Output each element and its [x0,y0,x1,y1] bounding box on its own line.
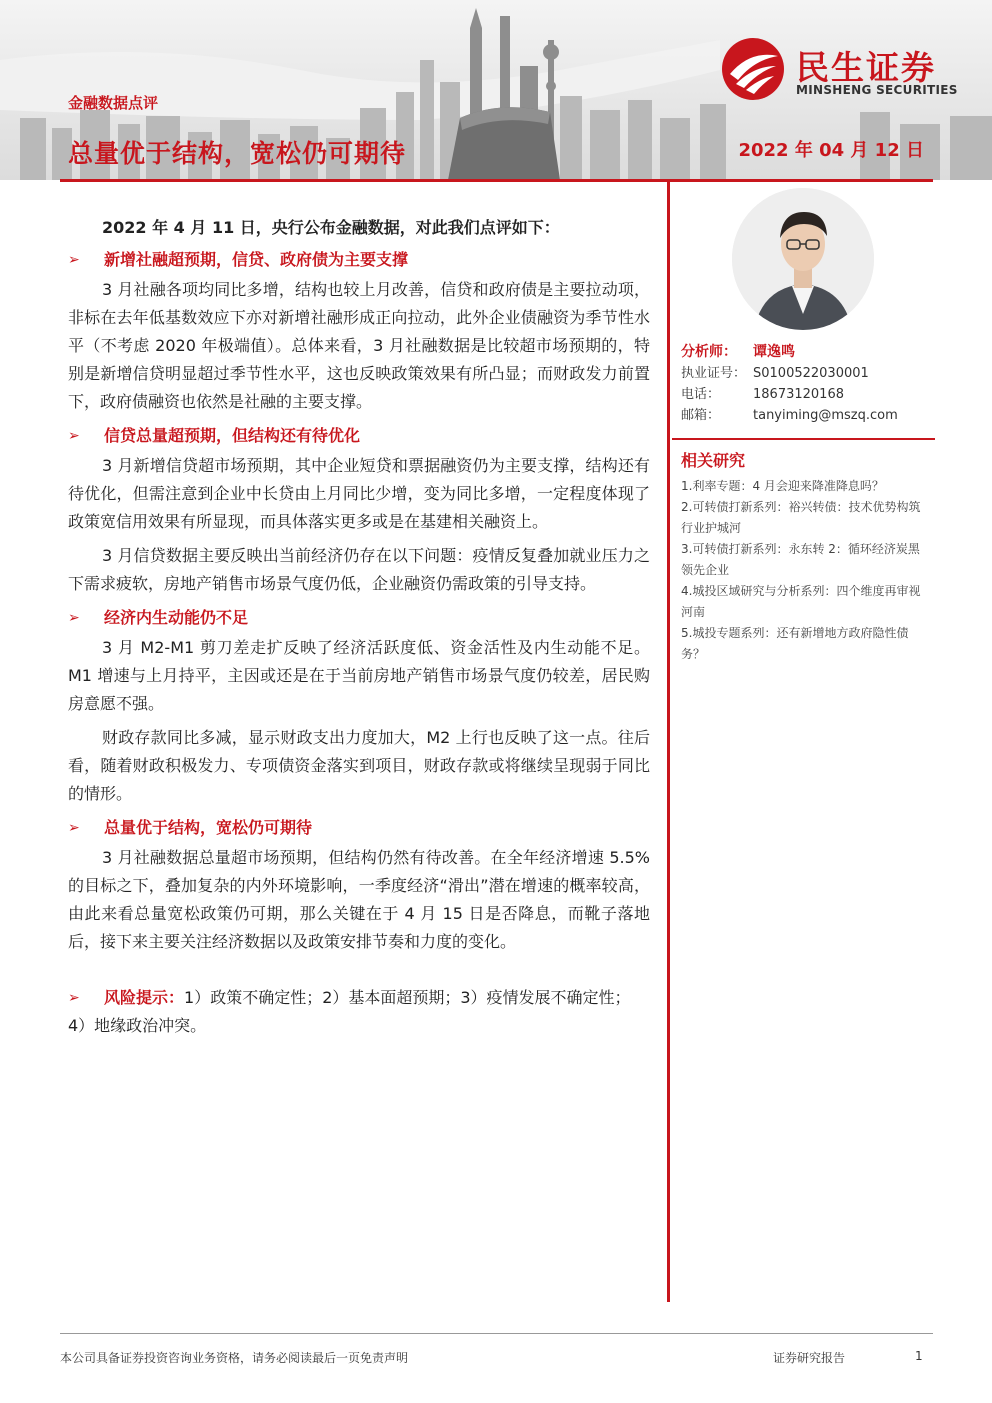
body-paragraph: 财政存款同比多减，显示财政支出力度加大，M2 上行也反映了这一点。往后看，随着财政积极发力、专项债资金落实到项目，财政存款或将继续呈现弱于同比的情形。 [68,728,650,803]
page-title: 总量优于结构，宽松仍可期待 [68,139,407,168]
body-paragraph: 3 月社融各项均同比多增，结构也较上月改善，信贷和政府债是主要拉动项，非标在去年低基数效应下亦对新增社融形成正向拉动，此外企业债融资为季节性水平（不考虑 2020 年极端值）。总体来看，3 月社融数据是比较超市场预期的，特别是新增信贷明显超过季节性水平，这也反映政策效果有所凸显；而财政发力前置下，政府债融资也依然是社融的主要支撑。 [68,280,650,411]
section-heading-text: 总量优于结构，宽松仍可期待 [104,818,313,837]
analyst-photo [732,188,874,330]
email-label: 邮箱： [681,408,721,423]
related-research-item[interactable]: 3.可转债打新系列：永东转 2：循环经济炭黑领先企业 [681,542,920,577]
main-content [68,214,650,1040]
risk-warning [68,984,650,1040]
license-value: S0100522030001 [753,366,869,381]
risk-text-continued: 4）地缘政治冲突。 [68,1016,207,1035]
chevron-right-icon: ➢ [68,990,80,1006]
intro-paragraph: 2022 年 4 月 11 日，央行公布金融数据，对此我们点评如下： [102,218,560,237]
body-paragraph: 3 月 M2-M1 剪刀差走扩反映了经济活跃度低、资金活性及内生动能不足。M1 增速与上月持平，主因或还是在于当前房地产销售市场景气度仍较差，居民购房意愿不强。 [68,638,650,713]
logo-english-name: MINSHENG SECURITIES [796,83,958,97]
analyst-name: 谭逸鸣 [753,344,795,360]
footer-report-type: 证券研究报告 [773,1351,846,1365]
header-banner [0,0,992,180]
analyst-portrait-image [732,188,874,330]
risk-label: 风险提示： [104,988,185,1007]
logo-chinese-name: 民生证券 [796,48,936,87]
analyst-info [681,342,931,426]
minsheng-logo-icon [720,36,786,102]
section-heading-2 [68,422,650,450]
phone-value: 18673120168 [753,387,844,402]
email-row [681,405,931,426]
related-research-item[interactable]: 5.城投专题系列：还有新增地方政府隐性债务？ [681,626,909,661]
section-heading-text: 信贷总量超预期，但结构还有待优化 [104,426,361,445]
company-logo [720,36,960,102]
section-heading-4 [68,814,650,842]
related-research-item[interactable]: 2.可转债打新系列：裕兴转债：技术优势构筑行业护城河 [681,500,921,535]
section-heading-1 [68,246,650,274]
section-heading-3 [68,604,650,632]
phone-label: 电话： [681,387,721,402]
column-divider [667,182,670,1302]
chevron-right-icon: ➢ [68,252,80,268]
related-research-list [681,476,931,665]
risk-text: 1）政策不确定性；2）基本面超预期；3）疫情发展不确定性； [184,988,631,1007]
footer-divider [60,1333,933,1334]
analyst-label: 分析师： [681,344,737,360]
license-row [681,363,931,384]
license-label: 执业证号： [681,366,747,381]
chevron-right-icon: ➢ [68,820,80,836]
related-research-title: 相关研究 [681,451,746,470]
header-divider [60,179,933,182]
analyst-name-row [681,342,931,363]
related-research-item[interactable]: 1.利率专题：4 月会迎来降准降息吗？ [681,479,884,493]
section-heading-text: 新增社融超预期，信贷、政府债为主要支撑 [104,250,409,269]
section-heading-text: 经济内生动能仍不足 [104,608,249,627]
body-paragraph: 3 月社融数据总量超市场预期，但结构仍然有待改善。在全年经济增速 5.5%的目标之下，叠加复杂的内外环境影响，一季度经济“滑出”潜在增速的概率较高，由此来看总量宽松政策仍可期，那么关键在于 4 月 15 日是否降息，而靴子落地后，接下来主要关注经济数据以及政策安排节奏和力度的变化。 [68,848,650,951]
phone-row [681,384,931,405]
related-research-item[interactable]: 4.城投区域研究与分析系列：四个维度再审视河南 [681,584,921,619]
report-category: 金融数据点评 [68,94,159,112]
report-date: 2022 年 04 月 12 日 [738,140,924,161]
chevron-right-icon: ➢ [68,610,80,626]
email-value[interactable]: tanyiming@mszq.com [753,408,898,423]
body-paragraph: 3 月新增信贷超市场预期，其中企业短贷和票据融资仍为主要支撑，结构还有待优化，但需注意到企业中长贷由上月同比少增，变为同比多增，一定程度体现了政策宽信用效果有所显现，而具体落实更多或是在基建相关融资上。 [68,456,650,531]
body-paragraph: 3 月信贷数据主要反映出当前经济仍存在以下问题：疫情反复叠加就业压力之下需求疲软，房地产销售市场景气度仍低，企业融资仍需政策的引导支持。 [68,546,650,593]
sidebar-divider [672,438,935,440]
chevron-right-icon: ➢ [68,428,80,444]
page-number: 1 [915,1349,923,1363]
footer-disclaimer: 本公司具备证券投资咨询业务资格，请务必阅读最后一页免责声明 [60,1351,409,1365]
